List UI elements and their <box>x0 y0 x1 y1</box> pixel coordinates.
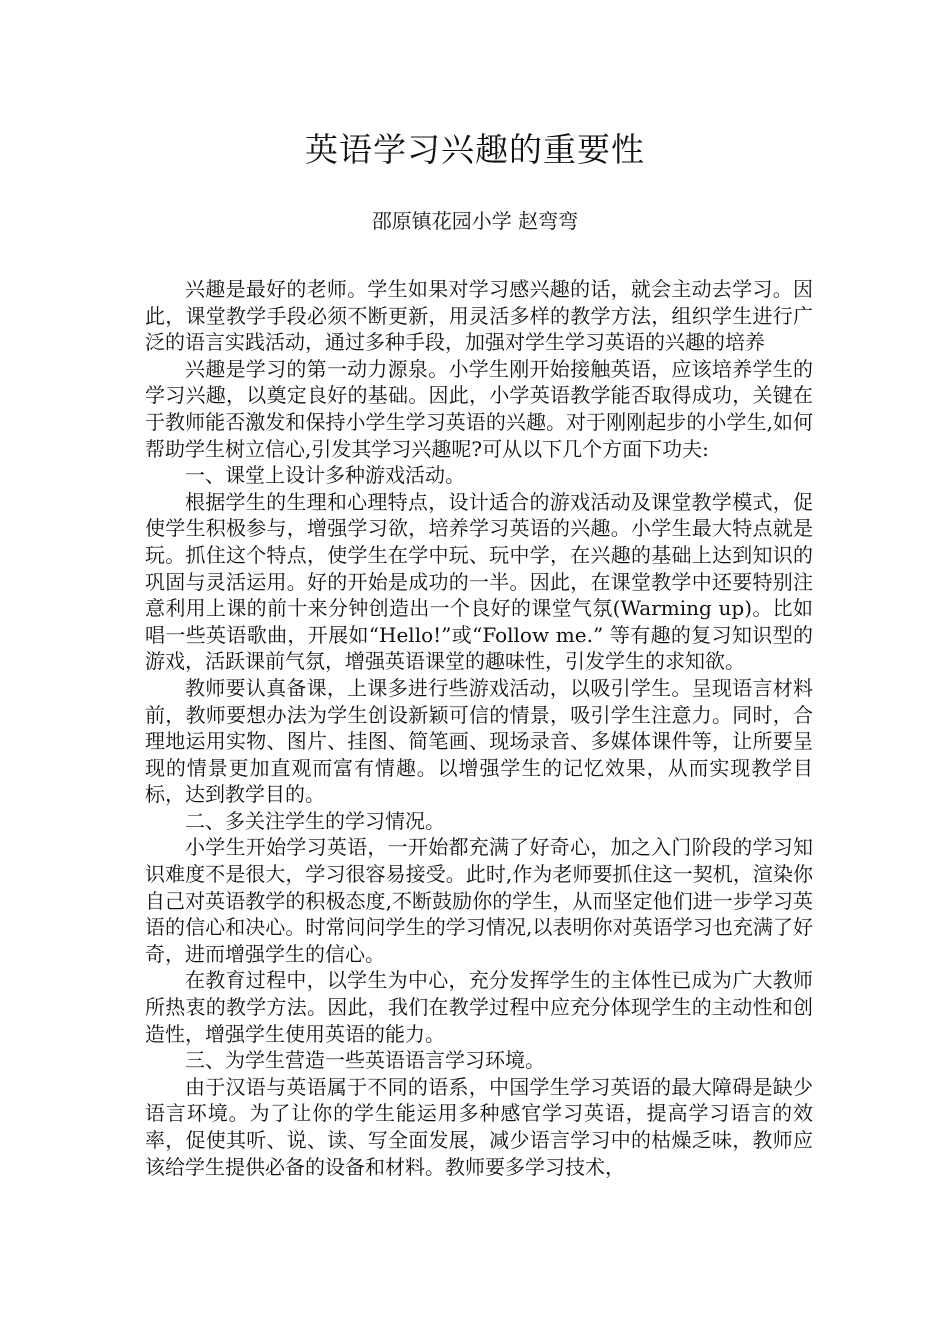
section-heading-environment: 三、为学生营造一些英语语言学习环境。 <box>185 1048 545 1073</box>
paragraph-curiosity: 小学生开始学习英语，一开始都充满了好奇心，加之入门阶段的学习知识难度不是很大，学习很容易接受。此时,作为老师要抓住这一契机，渲染你自己对英语教学的积极态度,不断鼓励你的学生，从而坚定他们进一步学习英语的信心和决心。时常问问学生的学习情况,以表明你对英语学习也充满了好奇，进而增强学生的信心。 <box>145 835 813 966</box>
paragraph-lesson-prep: 教师要认真备课，上课多进行些游戏活动，以吸引学生。呈现语言材料前，教师要想办法为学生创设新颖可信的情景，吸引学生注意力。同时，合理地运用实物、图片、挂图、简笔画、现场录音、多媒体课件等，让所要呈现的情景更加直观而富有情趣。以增强学生的记忆效果，从而实现教学目标，达到教学目的。 <box>145 675 813 807</box>
author-byline: 邵原镇花园小学 赵弯弯 <box>371 209 579 233</box>
paragraph-motivation-source: 兴趣是学习的第一动力源泉。小学生刚开始接触英语，应该培养学生的学习兴趣，以奠定良好的基础。因此，小学英语教学能否取得成功，关键在于教师能否激发和保持小学生学习英语的兴趣。对于刚刚起步的小学生,如何帮助学生树立信心,引发其学习兴趣呢?可从以下几个方面下功夫: <box>145 356 813 461</box>
section-heading-attention: 二、多关注学生的学习情况。 <box>185 808 445 833</box>
document-title: 英语学习兴趣的重要性 <box>305 130 645 169</box>
paragraph-language-environment: 由于汉语与英语属于不同的语系，中国学生学习英语的最大障碍是缺少语言环境。为了让你的学生能运用多种感官学习英语，提高学习语言的效率，促使其听、说、读、写全面发展，减少语言学习中的枯燥乏味，教师应该给学生提供必备的设备和材料。教师要多学习技术， <box>145 1074 813 1179</box>
document-body <box>145 276 813 1180</box>
paragraph-student-centered: 在教育过程中，以学生为中心，充分发挥学生的主体性已成为广大教师所热衷的教学方法。因此，我们在教学过程中应充分体现学生的主动性和创造性，增强学生使用英语的能力。 <box>145 968 813 1046</box>
section-heading-games: 一、课堂上设计多种游戏活动。 <box>185 463 465 488</box>
paragraph-interest-teacher: 兴趣是最好的老师。学生如果对学习感兴趣的话，就会主动去学习。因此，课堂教学手段必须不断更新，用灵活多样的教学方法，组织学生进行广泛的语言实践活动，通过多种手段，加强对学生学习英语的兴趣的培养 <box>145 277 813 355</box>
paragraph-game-design: 根据学生的生理和心理特点，设计适合的游戏活动及课堂教学模式，促使学生积极参与，增强学习欲，培养学习英语的兴趣。小学生最大特点就是玩。抓住这个特点，使学生在学中玩、玩中学，在兴趣的基础上达到知识的巩固与灵活运用。好的开始是成功的一半。因此，在课堂教学中还要特别注意利用上课的前十来分钟创造出一个良好的课堂气氛(Warming up)。比如唱一些英语歌曲，开展如“Hello!”或“Follow me.” 等有趣的复习知识型的游戏，活跃课前气氛，增强英语课堂的趣味性，引发学生的求知欲。 <box>145 489 813 674</box>
